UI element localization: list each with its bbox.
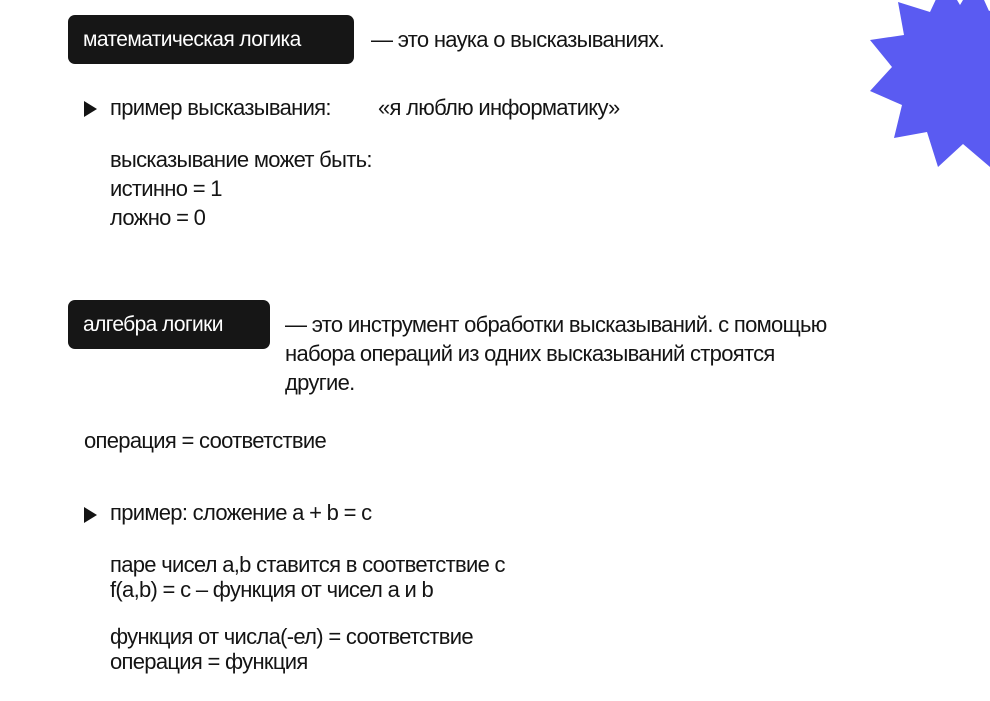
true-line: истинно = 1 (110, 176, 222, 201)
triangle-right-icon (84, 101, 97, 117)
example-label: пример высказывания: (110, 95, 331, 120)
function-explanation (110, 624, 473, 674)
example-value: «я люблю информатику» (378, 95, 620, 120)
star-burst-icon (850, 0, 990, 200)
operation-line: операция = соответствие (84, 428, 327, 453)
definition-algebra-logic (285, 310, 827, 397)
definition-line-2: набора операций из одних высказываний строятся (285, 341, 775, 366)
false-line: ложно = 0 (110, 205, 206, 230)
term-pill-algebra-logic (68, 300, 270, 349)
pair-line: паре чисел a,b ставится в соответствие c (110, 552, 505, 577)
function-of-line: функция от числа(-ел) = соответствие (110, 624, 473, 649)
term-algebra-logic: алгебра логики (83, 313, 223, 336)
definition-math-logic: — это наука о высказываниях. (371, 27, 665, 52)
term-pill-math-logic (68, 15, 354, 64)
operation-function-line: операция = функция (110, 649, 308, 674)
definition-line-3: другие. (285, 370, 355, 395)
triangle-right-icon (84, 507, 97, 523)
statement-values (110, 145, 372, 232)
function-line: f(a,b) = c – функция от чисел a и b (110, 577, 434, 602)
definition-line-1: — это инструмент обработки высказываний. с помощью (285, 312, 827, 337)
can-be-label: высказывание может быть: (110, 147, 372, 172)
example-addition: пример: сложение a + b = c (110, 500, 372, 525)
pair-explanation (110, 552, 505, 602)
term-math-logic: математическая логика (83, 28, 301, 51)
